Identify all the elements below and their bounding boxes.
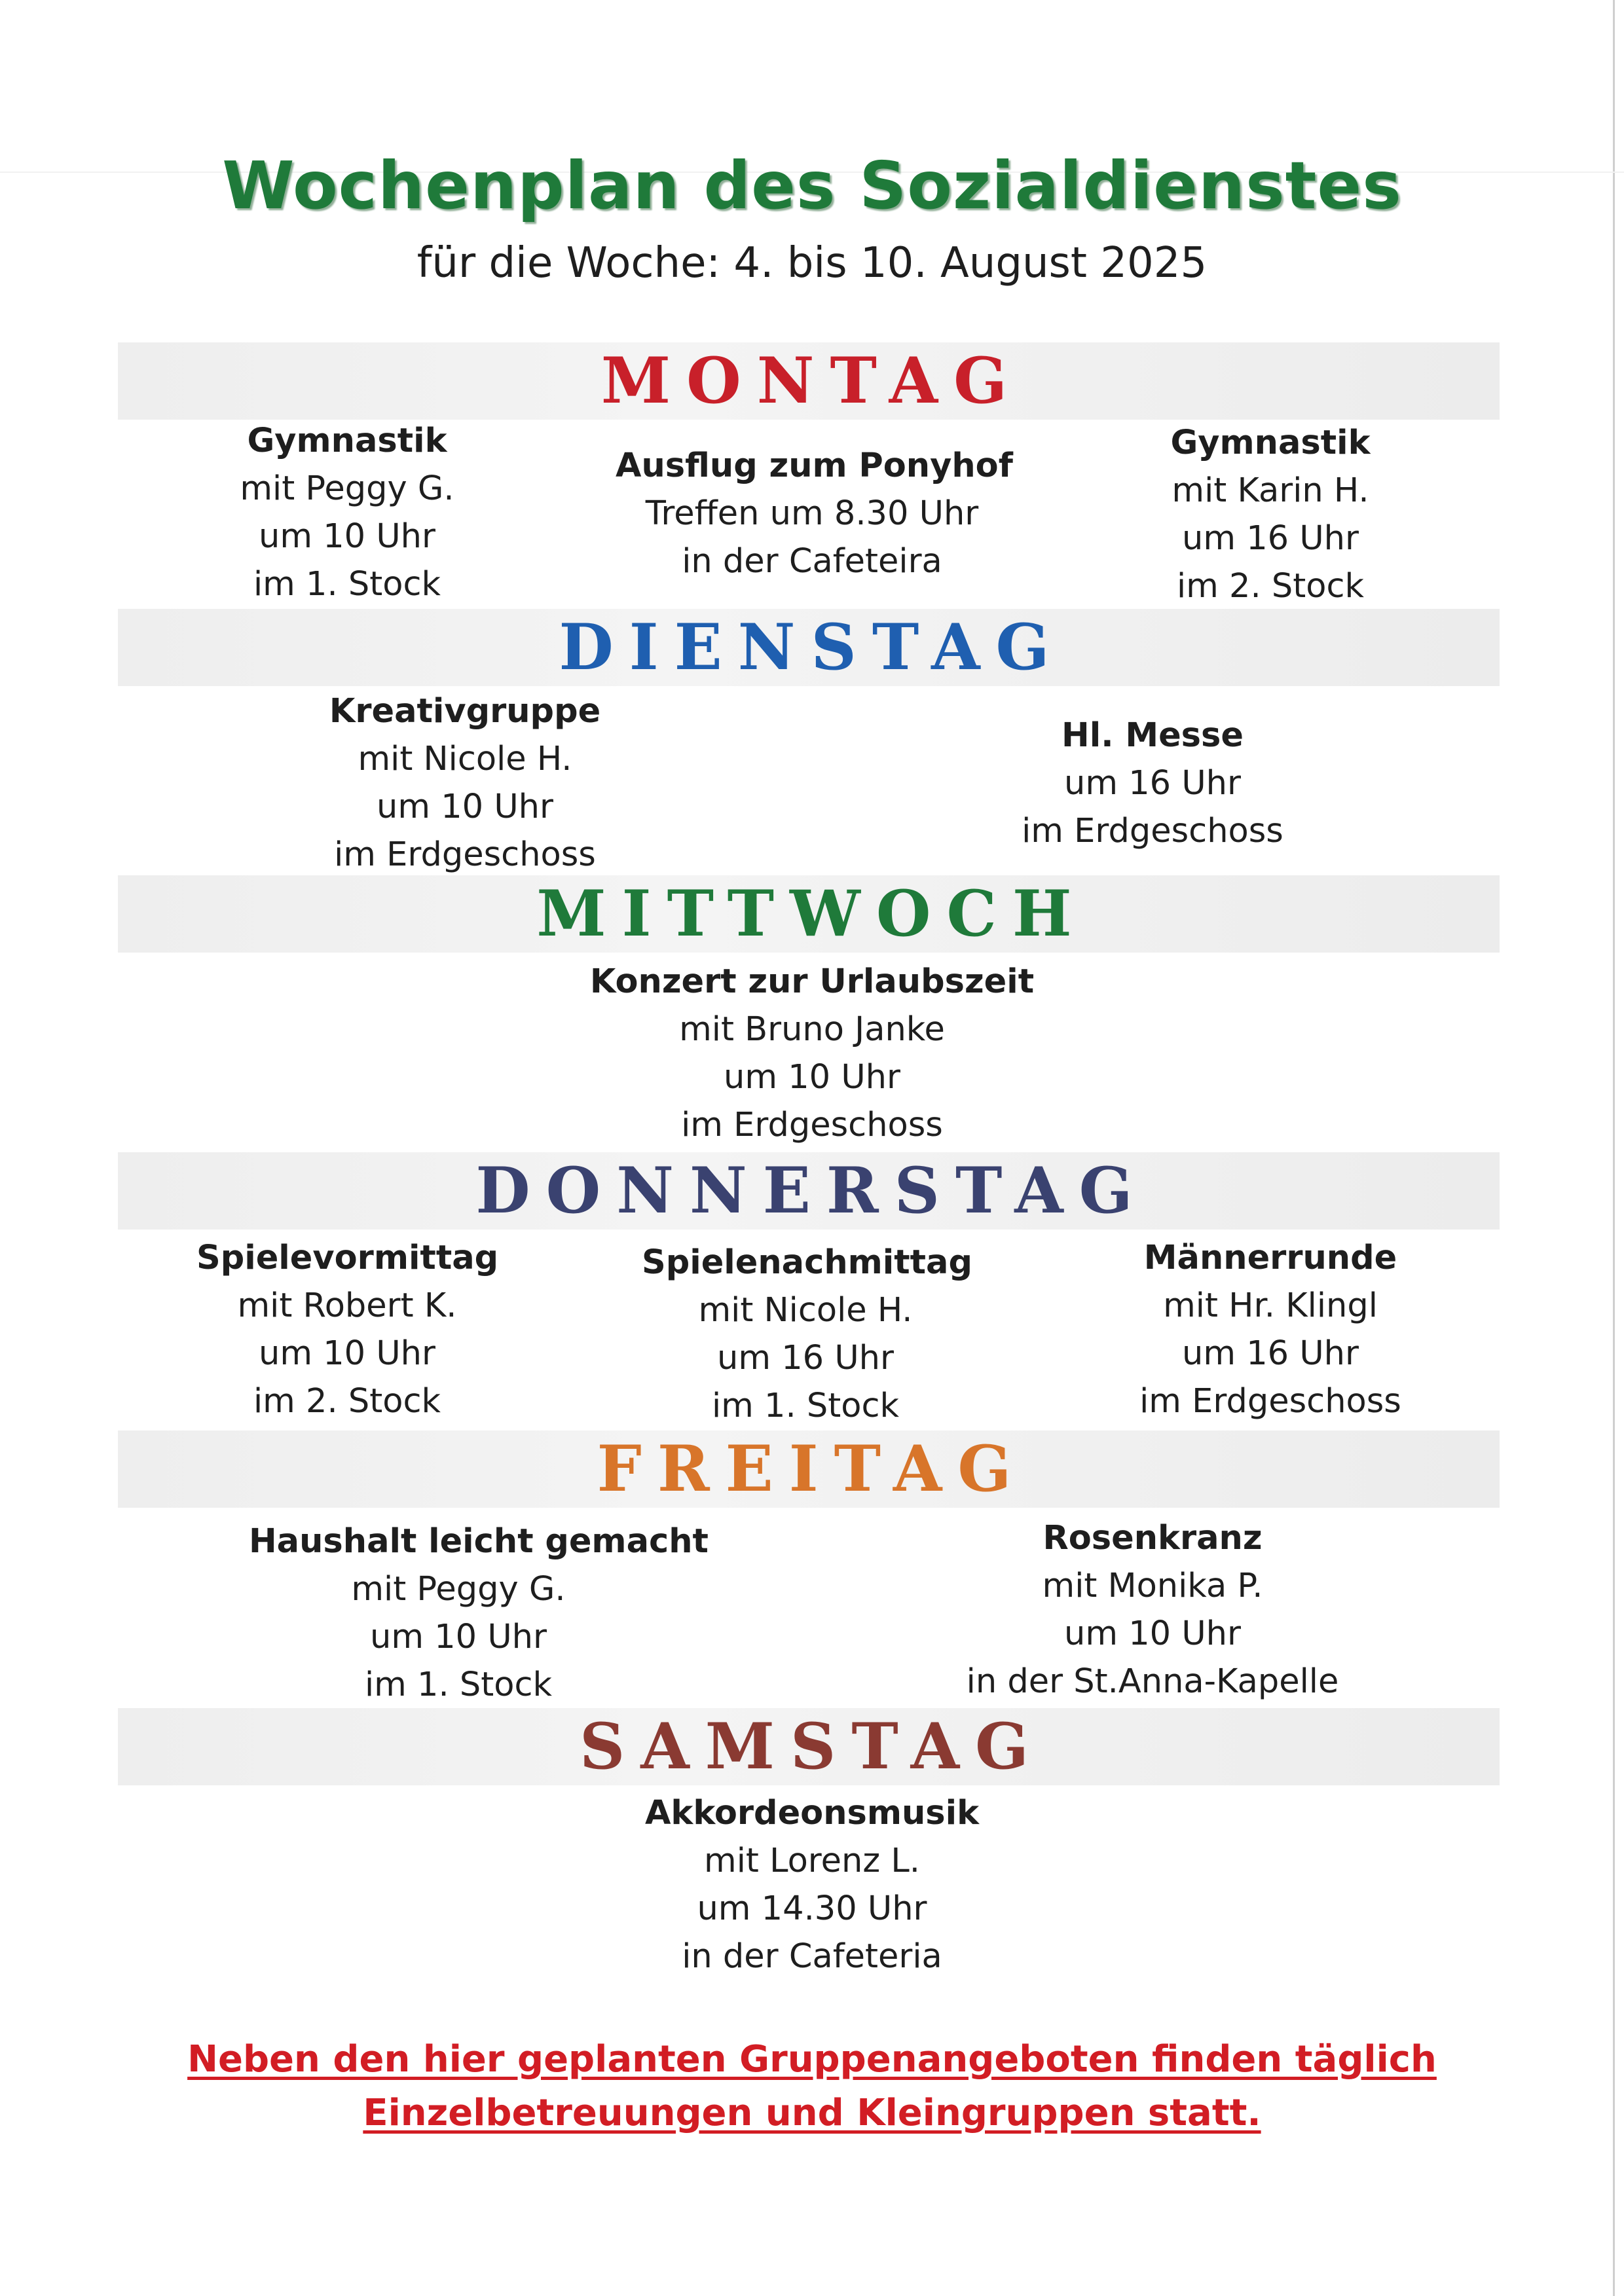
event-detail: um 10 Uhr [377,788,553,826]
event-detail: mit Robert K. [237,1286,457,1325]
event-detail: um 10 Uhr [259,517,435,556]
event-name: Gymnastik [247,422,447,460]
day-heading-donnerstag: DONNERSTAG [475,1154,1149,1228]
page-subtitle: für die Woche: 4. bis 10. August 2025 [416,239,1208,287]
event-detail: Treffen um 8.30 Uhr [645,494,979,533]
event-detail: mit Lorenz L. [704,1842,920,1880]
event-samstag-1 [616,1789,1008,1980]
event-name: Konzert zur Urlaubszeit [589,962,1035,1001]
day-heading-dienstag: DIENSTAG [559,610,1065,684]
event-detail: um 10 Uhr [724,1058,900,1097]
event-name: Männerrunde [1143,1239,1397,1277]
event-detail: in der St.Anna-Kapelle [966,1662,1339,1701]
event-detail: im 1. Stock [364,1666,553,1704]
day-heading-mittwoch: MITTWOCH [536,877,1088,951]
event-name: Spielenachmittag [642,1243,972,1282]
event-freitag-2 [943,1514,1362,1705]
footer-note-line-2: Einzelbetreuungen und Kleingruppen statt. [363,2092,1261,2134]
event-donnerstag-3 [1126,1234,1414,1425]
event-detail: im Erdgeschoss [681,1106,943,1144]
event-detail: im 2. Stock [1176,567,1365,606]
event-dienstag-1 [314,687,616,879]
event-name: Gymnastik [1170,424,1371,462]
event-dienstag-2 [1008,712,1297,855]
event-detail: um 16 Uhr [717,1339,894,1377]
event-donnerstag-1 [196,1234,498,1425]
event-detail: in der Cafeteria [682,1937,942,1976]
event-name: Hl. Messe [1061,716,1244,755]
event-detail: mit Nicole H. [698,1291,913,1330]
event-detail: mit Hr. Klingl [1163,1286,1378,1325]
event-detail: im Erdgeschoss [1022,812,1283,850]
event-donnerstag-2 [642,1239,972,1430]
event-montag-1 [216,417,478,608]
event-detail: um 14.30 Uhr [697,1889,927,1928]
event-montag-3 [1139,419,1401,610]
event-detail: um 16 Uhr [1182,519,1359,558]
event-name: Rosenkranz [1043,1519,1263,1558]
event-montag-2 [616,442,1013,585]
event-name: Kreativgruppe [329,692,601,731]
event-mittwoch-1 [576,958,1048,1149]
event-detail: um 10 Uhr [370,1618,547,1656]
footer-note [0,2033,1624,2140]
event-detail: mit Monika P. [1042,1567,1263,1605]
event-detail: um 10 Uhr [1064,1614,1241,1653]
event-detail: im 1. Stock [253,565,441,604]
page-title: Wochenplan des Sozialdienstes [222,147,1402,224]
event-detail: im 1. Stock [711,1387,900,1425]
day-heading-freitag: FREITAG [597,1432,1027,1506]
day-heading-samstag: SAMSTAG [579,1709,1045,1783]
event-detail: im Erdgeschoss [334,835,596,874]
event-freitag-1 [249,1518,709,1709]
event-detail: in der Cafeteira [682,542,942,581]
event-detail: um 16 Uhr [1064,764,1241,803]
event-detail: mit Nicole H. [358,740,572,778]
event-name: Haushalt leicht gemacht [249,1522,709,1561]
event-detail: um 16 Uhr [1182,1334,1359,1373]
event-detail: mit Peggy G. [351,1570,566,1609]
event-name: Spielevormittag [196,1239,499,1277]
event-name: Akkordeonsmusik [644,1794,980,1832]
event-name: Ausflug zum Ponyhof [616,446,1013,485]
event-detail: mit Peggy G. [240,469,454,508]
event-detail: um 10 Uhr [259,1334,435,1373]
day-heading-montag: MONTAG [600,344,1024,418]
event-detail: mit Karin H. [1172,471,1369,510]
event-detail: mit Bruno Janke [679,1010,945,1049]
event-detail: im Erdgeschoss [1139,1382,1401,1421]
footer-note-line-1: Neben den hier geplanten Gruppenangeboten finden täglich [187,2038,1437,2081]
event-detail: im 2. Stock [253,1382,441,1421]
